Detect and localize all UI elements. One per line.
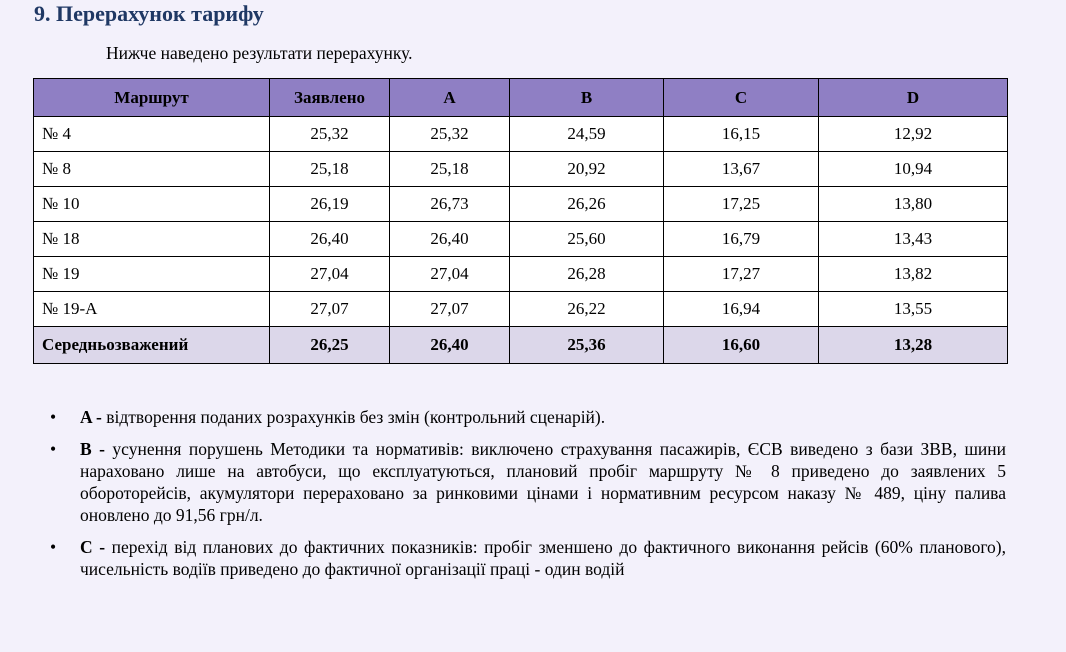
note-text: усунення порушень Методики та нормативів: виключено страхування пасажирів, ЄСВ виведено з бази ЗВВ, шини нараховано лише на автобуси, що експлуатуються, плановий пробіг маршруту № 8 приведено до заявлених 5 обороторейсів, акумулятори перераховано за ринковими цінами і нормативним ресурсом наказу № 489, ціну палива оновлено до 91,56 грн/л.	[80, 439, 1007, 525]
section-heading: 9. Перерахунок тарифу	[34, 1, 264, 26]
recalculation-table	[33, 78, 1008, 364]
note-text: відтворення поданих розрахунків без змін (контрольний сценарій).	[101, 407, 606, 427]
cell-c: 16,79	[664, 222, 819, 257]
cell-d: 13,80	[819, 187, 1008, 222]
cell-d: 13,55	[819, 292, 1008, 327]
cell-total-declared: 26,25	[270, 327, 390, 364]
table-row	[34, 257, 1008, 292]
cell-total-c: 16,60	[664, 327, 819, 364]
table-row	[34, 152, 1008, 187]
cell-declared: 26,19	[270, 187, 390, 222]
table-row	[34, 117, 1008, 152]
cell-declared: 26,40	[270, 222, 390, 257]
cell-declared: 27,04	[270, 257, 390, 292]
cell-d: 13,82	[819, 257, 1008, 292]
cell-route: № 10	[34, 187, 270, 222]
header-declared: Заявлено	[270, 79, 390, 117]
cell-b: 20,92	[510, 152, 664, 187]
cell-route: № 4	[34, 117, 270, 152]
cell-c: 16,94	[664, 292, 819, 327]
intro-text: Нижче наведено результати перерахунку.	[106, 43, 413, 63]
cell-a: 26,73	[390, 187, 510, 222]
note-item-c	[48, 536, 1006, 580]
table-row	[34, 187, 1008, 222]
cell-a: 26,40	[390, 222, 510, 257]
cell-total-a: 26,40	[390, 327, 510, 364]
cell-route: № 18	[34, 222, 270, 257]
cell-a: 27,04	[390, 257, 510, 292]
note-term: B -	[80, 439, 105, 459]
table-row	[34, 222, 1008, 257]
header-route: Маршрут	[34, 79, 270, 117]
cell-declared: 27,07	[270, 292, 390, 327]
cell-a: 25,32	[390, 117, 510, 152]
cell-c: 16,15	[664, 117, 819, 152]
cell-b: 26,26	[510, 187, 664, 222]
cell-b: 26,28	[510, 257, 664, 292]
cell-declared: 25,32	[270, 117, 390, 152]
cell-total-label: Середньозважений	[34, 327, 270, 364]
header-b: B	[510, 79, 664, 117]
note-term: A -	[80, 407, 102, 427]
bullet-marker: •	[50, 537, 57, 557]
cell-c: 17,25	[664, 187, 819, 222]
bullet-marker: •	[50, 407, 57, 427]
cell-route: № 8	[34, 152, 270, 187]
cell-b: 25,60	[510, 222, 664, 257]
cell-a: 25,18	[390, 152, 510, 187]
table-row	[34, 292, 1008, 327]
cell-c: 13,67	[664, 152, 819, 187]
cell-b: 26,22	[510, 292, 664, 327]
table-header-row	[34, 79, 1008, 117]
note-item-b	[48, 438, 1006, 526]
cell-a: 27,07	[390, 292, 510, 327]
note-term: C -	[80, 537, 106, 557]
note-item-a	[48, 406, 1006, 428]
bullet-marker: •	[50, 439, 57, 459]
header-d: D	[819, 79, 1008, 117]
cell-c: 17,27	[664, 257, 819, 292]
cell-d: 12,92	[819, 117, 1008, 152]
table-total-row	[34, 327, 1008, 364]
cell-route: № 19	[34, 257, 270, 292]
cell-total-d: 13,28	[819, 327, 1008, 364]
header-a: A	[390, 79, 510, 117]
cell-declared: 25,18	[270, 152, 390, 187]
note-text: перехід від планових до фактичних показників: пробіг зменшено до фактичного виконання рейсів (60% планового), чисельність водіїв приведено до фактичної організації праці - один водій	[80, 537, 1007, 579]
cell-d: 10,94	[819, 152, 1008, 187]
cell-b: 24,59	[510, 117, 664, 152]
cell-total-b: 25,36	[510, 327, 664, 364]
cell-d: 13,43	[819, 222, 1008, 257]
header-c: C	[664, 79, 819, 117]
scenario-notes-list	[48, 406, 1006, 590]
cell-route: № 19-А	[34, 292, 270, 327]
